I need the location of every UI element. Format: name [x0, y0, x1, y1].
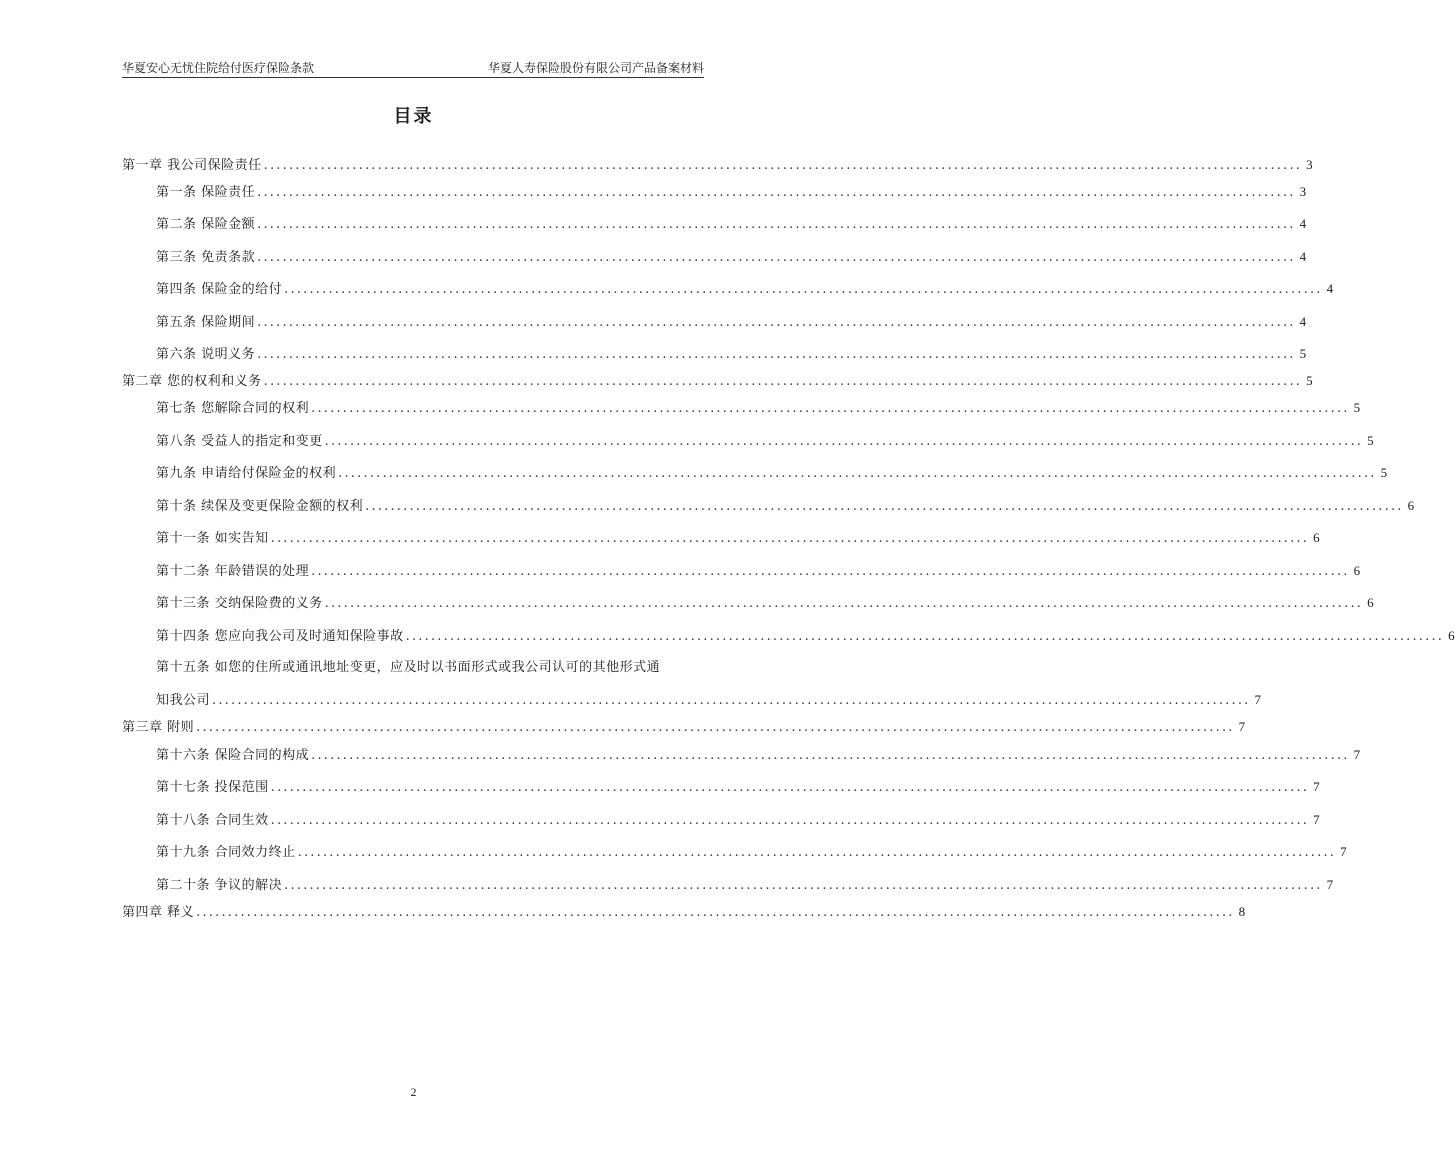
toc-leader-dots: ....................................................................................................................................................................: [311, 748, 1350, 763]
toc-page-number: 5: [1353, 400, 1361, 415]
toc-entry-label: 第七条 您解除合同的权利: [156, 401, 310, 416]
header-document-title: 华夏安心无忧住院给付医疗保险条款: [122, 61, 315, 75]
toc-leader-dots: ....................................................................................................................................................................: [212, 693, 1251, 708]
toc-chapter-entry[interactable]: [122, 902, 1246, 922]
toc-article-entry[interactable]: [156, 875, 1334, 895]
toc-page-number: 8: [1238, 904, 1246, 919]
toc-leader-dots: ....................................................................................................................................................................: [257, 347, 1296, 362]
toc-page-number: 4: [1326, 281, 1334, 296]
toc-article-entry[interactable]: [156, 496, 1415, 516]
toc-leader-dots: ....................................................................................................................................................................: [263, 158, 1303, 173]
toc-article-entry[interactable]: [156, 842, 1348, 862]
toc-entry-label: 第四条 保险金的给付: [156, 282, 283, 297]
toc-article-entry[interactable]: [156, 561, 1361, 581]
toc-entry-label: 第六条 说明义务: [156, 347, 256, 362]
toc-article-entry[interactable]: [156, 626, 1455, 646]
footer-page-number: 2: [410, 1085, 417, 1099]
toc-leader-dots: ....................................................................................................................................................................: [270, 813, 1310, 828]
toc-leader-dots: ....................................................................................................................................................................: [196, 720, 1235, 735]
toc-page-number: 4: [1299, 249, 1307, 264]
toc-entry-label: 第一章 我公司保险责任: [122, 158, 262, 173]
toc-entry-label: 第九条 申请给付保险金的权利: [156, 466, 337, 481]
toc-leader-dots: ....................................................................................................................................................................: [257, 217, 1296, 232]
toc-page-number: 7: [1340, 844, 1348, 859]
toc-article-entry[interactable]: [156, 431, 1375, 451]
toc-article-entry[interactable]: [156, 398, 1361, 418]
toc-leader-dots: ....................................................................................................................................................................: [257, 315, 1296, 330]
toc-article-entry[interactable]: [156, 247, 1307, 267]
toc-page-number: 7: [1238, 719, 1246, 734]
toc-article-entry[interactable]: [156, 279, 1334, 299]
toc-leader-dots: ....................................................................................................................................................................: [311, 564, 1350, 579]
toc-page-number: 4: [1299, 216, 1307, 231]
toc-page-number: 5: [1306, 373, 1314, 388]
toc-entry-label: 第一条 保险责任: [156, 185, 256, 200]
toc-entry-label: 第二章 您的权利和义务: [122, 374, 262, 389]
header-divider: [122, 77, 704, 78]
toc-entry-label: 第十四条 您应向我公司及时通知保险事故: [156, 629, 404, 644]
toc-entry-label: 第二十条 争议的解决: [156, 878, 283, 893]
toc-article-entry-continuation[interactable]: [156, 690, 1262, 710]
toc-leader-dots: ....................................................................................................................................................................: [284, 878, 1323, 893]
toc-entry-label: 第十五条 如您的住所或通讯地址变更，应及时以书面形式或我公司认可的其他形式通: [156, 660, 661, 675]
toc-entry-label: 第二条 保险金额: [156, 217, 256, 232]
toc-chapter-entry[interactable]: [122, 155, 1314, 175]
header-company-name: 华夏人寿保险股份有限公司产品备案材料: [487, 61, 704, 75]
toc-page-number: 5: [1367, 433, 1375, 448]
toc-article-entry[interactable]: [156, 810, 1321, 830]
toc-article-entry[interactable]: [156, 182, 1307, 202]
toc-article-entry[interactable]: [156, 593, 1375, 613]
toc-leader-dots: ....................................................................................................................................................................: [297, 845, 1337, 860]
toc-chapter-entry[interactable]: [122, 717, 1246, 737]
page-header: [122, 59, 704, 77]
toc-page-number: 7: [1313, 779, 1321, 794]
toc-entry-label: 第三章 附则: [122, 720, 195, 735]
toc-page-number: 5: [1380, 465, 1388, 480]
toc-page-number: 6: [1313, 530, 1321, 545]
toc-article-entry[interactable]: [156, 745, 1361, 765]
toc-chapter-entry[interactable]: [122, 371, 1314, 391]
toc-leader-dots: ....................................................................................................................................................................: [284, 282, 1323, 297]
toc-entry-label: 第十八条 合同生效: [156, 813, 269, 828]
toc-article-entry[interactable]: [156, 214, 1307, 234]
toc-page-number: 6: [1367, 595, 1375, 610]
toc-article-entry[interactable]: [156, 312, 1307, 332]
toc-page-number: 7: [1326, 877, 1334, 892]
toc-leader-dots: ....................................................................................................................................................................: [324, 596, 1364, 611]
toc-entry-label: 第十三条 交纳保险费的义务: [156, 596, 323, 611]
toc-page-number: 6: [1407, 498, 1415, 513]
page-title: 目录: [393, 106, 434, 127]
toc-entry-label: 第十一条 如实告知: [156, 531, 269, 546]
toc-entry-label: 第十九条 合同效力终止: [156, 845, 296, 860]
toc-entry-label: 第十七条 投保范围: [156, 780, 269, 795]
toc-leader-dots: ....................................................................................................................................................................: [196, 905, 1235, 920]
toc-leader-dots: ....................................................................................................................................................................: [324, 434, 1364, 449]
toc-leader-dots: ....................................................................................................................................................................: [311, 401, 1350, 416]
toc-page-number: 4: [1299, 314, 1307, 329]
toc-page-number: 5: [1299, 346, 1307, 361]
toc-page-number: 7: [1313, 812, 1321, 827]
toc-leader-dots: ....................................................................................................................................................................: [270, 780, 1310, 795]
toc-page-number: 7: [1254, 692, 1262, 707]
toc-leader-dots: ....................................................................................................................................................................: [263, 374, 1303, 389]
toc-leader-dots: ....................................................................................................................................................................: [270, 531, 1310, 546]
toc-entry-label: 第八条 受益人的指定和变更: [156, 434, 323, 449]
toc-leader-dots: ....................................................................................................................................................................: [365, 499, 1404, 514]
toc-entry-label: 第十六条 保险合同的构成: [156, 748, 310, 763]
toc-leader-dots: ....................................................................................................................................................................: [257, 250, 1296, 265]
toc-leader-dots: ....................................................................................................................................................................: [405, 629, 1445, 644]
toc-article-entry[interactable]: [156, 344, 1307, 364]
toc-article-entry[interactable]: [156, 528, 1321, 548]
toc-leader-dots: ....................................................................................................................................................................: [338, 466, 1377, 481]
toc-leader-dots: ....................................................................................................................................................................: [257, 185, 1296, 200]
toc-entry-label: 第十二条 年龄错误的处理: [156, 564, 310, 579]
toc-page-number: 6: [1353, 563, 1361, 578]
toc-page-number: 6: [1448, 628, 1455, 643]
toc-entry-label-continuation: 知我公司: [156, 693, 211, 708]
toc-entry-wrapped-line[interactable]: [156, 658, 714, 678]
toc-page-number: 3: [1299, 184, 1307, 199]
toc-entry-label: 第四章 释义: [122, 905, 195, 920]
toc-article-entry[interactable]: [156, 777, 1321, 797]
toc-entry-label: 第十条 续保及变更保险金额的权利: [156, 499, 364, 514]
toc-entry-label: 第三条 免责条款: [156, 250, 256, 265]
toc-article-entry[interactable]: [156, 463, 1388, 483]
toc-entry-label: 第五条 保险期间: [156, 315, 256, 330]
toc-page-number: 3: [1306, 157, 1314, 172]
toc-page-number: 7: [1353, 747, 1361, 762]
